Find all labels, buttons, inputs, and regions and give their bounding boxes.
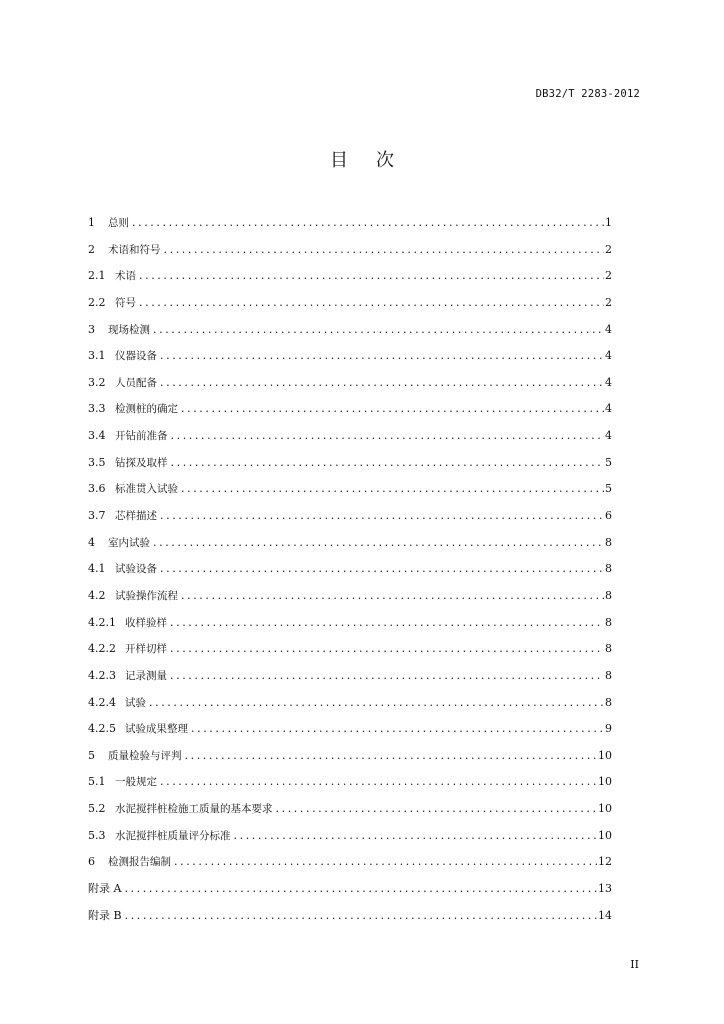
toc-leader-dots	[160, 376, 604, 390]
toc-entry-page: 4	[605, 322, 612, 336]
toc-entry-number: 2.1	[88, 269, 106, 283]
toc-leader-dots	[170, 616, 604, 630]
toc-entry[interactable]	[88, 882, 612, 909]
toc-leader-dots	[164, 243, 605, 257]
toc-entry[interactable]	[88, 775, 612, 802]
page-number: II	[630, 958, 639, 971]
toc-entry-title: 试验成果整理	[125, 723, 188, 736]
toc-entry-page: 8	[605, 615, 612, 629]
page-title: 目次	[330, 150, 422, 171]
toc-leader-dots	[160, 775, 597, 789]
toc-entry[interactable]	[88, 616, 612, 643]
toc-leader-dots	[170, 642, 604, 656]
toc-entry-number: 2.2	[88, 295, 106, 309]
toc-entry-page: 6	[605, 509, 612, 523]
toc-entry[interactable]	[88, 589, 612, 616]
toc-entry[interactable]	[88, 829, 612, 856]
toc-entry[interactable]	[88, 349, 612, 376]
toc-entry-title: 检测桩的确定	[115, 403, 178, 416]
toc-entry-number: 3.7	[88, 509, 106, 523]
toc-entry-page: 8	[605, 695, 612, 709]
toc-entry-title: 一般规定	[115, 776, 157, 789]
toc-entry-page: 2	[605, 295, 612, 309]
toc-leader-dots	[160, 509, 604, 523]
toc-entry[interactable]	[88, 669, 612, 696]
toc-entry-title: 现场检测	[108, 323, 150, 336]
toc-leader-dots	[191, 722, 604, 736]
toc-entry-title: 附录 A	[88, 882, 122, 896]
toc-entry-title: 仪器设备	[115, 350, 157, 363]
toc-entry-title: 术语	[115, 270, 136, 283]
toc-entry-page: 8	[605, 535, 612, 549]
toc-entry-page: 4	[605, 429, 612, 443]
toc-leader-dots	[125, 909, 597, 923]
toc-entry[interactable]	[88, 456, 612, 483]
toc-entry[interactable]	[88, 376, 612, 403]
toc-entry-page: 12	[598, 855, 612, 869]
toc-entry-title: 人员配备	[115, 376, 157, 389]
toc-entry[interactable]	[88, 296, 612, 323]
toc-entry-title: 室内试验	[108, 536, 150, 549]
toc-entry-number: 5.3	[88, 828, 106, 842]
toc-entry-page: 8	[605, 668, 612, 682]
toc-entry-page: 8	[605, 642, 612, 656]
toc-entry-title: 钻探及取样	[115, 456, 168, 469]
toc-entry-title: 标准贯入试验	[115, 483, 178, 496]
toc-entry-page: 4	[605, 349, 612, 363]
table-of-contents	[88, 216, 612, 935]
toc-entry-number: 4.2.1	[88, 615, 116, 629]
toc-entry-number: 3.3	[88, 402, 106, 416]
toc-entry-number: 6	[88, 855, 95, 869]
toc-entry-title: 试验设备	[115, 563, 157, 576]
toc-entry-page: 8	[605, 562, 612, 576]
toc-entry[interactable]	[88, 855, 612, 882]
toc-leader-dots	[153, 536, 604, 550]
toc-leader-dots	[139, 269, 604, 283]
toc-entry-number: 5.1	[88, 775, 106, 789]
toc-entry[interactable]	[88, 722, 612, 749]
toc-leader-dots	[149, 696, 604, 710]
toc-entry[interactable]	[88, 509, 612, 536]
toc-entry-page: 13	[598, 882, 612, 896]
toc-entry-title: 检测报告编制	[108, 856, 171, 869]
toc-entry-title: 开样切样	[125, 643, 167, 656]
toc-entry[interactable]	[88, 482, 612, 509]
toc-entry-number: 5.2	[88, 802, 106, 816]
toc-entry-page: 10	[598, 828, 612, 842]
toc-entry-number: 3	[88, 322, 95, 336]
toc-leader-dots	[171, 456, 605, 470]
toc-entry-title: 水泥搅拌桩检施工质量的基本要求	[115, 803, 273, 816]
toc-entry-page: 2	[605, 242, 612, 256]
toc-entry-number: 5	[88, 748, 95, 762]
toc-entry-number: 3.1	[88, 349, 106, 363]
toc-entry-number: 1	[88, 216, 95, 229]
toc-entry-number: 4.2.5	[88, 722, 116, 736]
toc-entry-page: 4	[605, 375, 612, 389]
toc-entry-number: 3.6	[88, 482, 106, 496]
toc-entry-page: 14	[598, 908, 612, 922]
toc-leader-dots	[181, 589, 604, 603]
toc-leader-dots	[276, 802, 598, 816]
toc-leader-dots	[153, 323, 604, 337]
document-code: DB32/T 2283-2012	[535, 88, 640, 100]
toc-entry[interactable]	[88, 802, 612, 829]
toc-entry-page: 1	[605, 216, 612, 229]
toc-entry-page: 2	[605, 269, 612, 283]
toc-entry-title: 术语和符号	[108, 243, 161, 256]
toc-entry[interactable]	[88, 402, 612, 429]
toc-leader-dots	[160, 562, 604, 576]
toc-entry-title: 水泥搅拌桩质量评分标准	[115, 829, 231, 842]
toc-leader-dots	[170, 669, 604, 683]
toc-entry-number: 4.2.2	[88, 642, 116, 656]
toc-entry-number: 3.2	[88, 375, 106, 389]
toc-entry[interactable]	[88, 536, 612, 563]
toc-leader-dots	[174, 855, 597, 869]
toc-entry-number: 2	[88, 242, 95, 256]
toc-entry-number: 4.2.3	[88, 668, 116, 682]
toc-entry-number: 4.2	[88, 588, 106, 602]
toc-entry[interactable]	[88, 269, 612, 296]
toc-entry-title: 质量检验与评判	[108, 749, 182, 762]
toc-entry[interactable]	[88, 429, 612, 456]
toc-entry-title: 总则	[108, 217, 129, 229]
toc-entry-number: 3.5	[88, 455, 106, 469]
toc-entry-number: 4	[88, 535, 95, 549]
toc-leader-dots	[171, 429, 605, 443]
toc-leader-dots	[139, 296, 604, 310]
toc-entry-page: 9	[605, 722, 612, 736]
toc-entry-title: 附录 B	[88, 908, 122, 922]
toc-entry-page: 5	[605, 455, 612, 469]
toc-entry-number: 3.4	[88, 429, 106, 443]
toc-entry[interactable]	[88, 909, 612, 936]
toc-entry[interactable]	[88, 749, 612, 776]
toc-entry-title: 记录测量	[125, 669, 167, 682]
toc-entry-title: 开钻前准备	[115, 430, 168, 443]
toc-leader-dots	[124, 882, 597, 896]
toc-leader-dots	[185, 749, 598, 763]
toc-entry-page: 4	[605, 402, 612, 416]
toc-entry-page: 5	[605, 482, 612, 496]
toc-entry-page: 10	[598, 775, 612, 789]
toc-leader-dots	[234, 829, 598, 843]
toc-entry[interactable]	[88, 243, 612, 270]
toc-entry[interactable]	[88, 562, 612, 589]
toc-entry-title: 收样验样	[125, 616, 167, 629]
toc-entry[interactable]	[88, 323, 612, 350]
toc-entry-page: 10	[598, 802, 612, 816]
toc-entry-title: 芯样描述	[115, 510, 157, 523]
toc-entry-title: 符号	[115, 296, 136, 309]
toc-entry-title: 试验	[125, 696, 146, 709]
toc-leader-dots	[181, 402, 604, 416]
toc-leader-dots	[132, 216, 604, 230]
toc-leader-dots	[181, 482, 604, 496]
toc-entry-title: 试验操作流程	[115, 589, 178, 602]
toc-entry[interactable]	[88, 216, 612, 243]
toc-entry[interactable]	[88, 642, 612, 669]
toc-entry[interactable]	[88, 696, 612, 723]
toc-entry-page: 8	[605, 588, 612, 602]
toc-entry-number: 4.1	[88, 562, 106, 576]
toc-leader-dots	[160, 349, 604, 363]
toc-entry-number: 4.2.4	[88, 695, 116, 709]
toc-entry-page: 10	[598, 748, 612, 762]
